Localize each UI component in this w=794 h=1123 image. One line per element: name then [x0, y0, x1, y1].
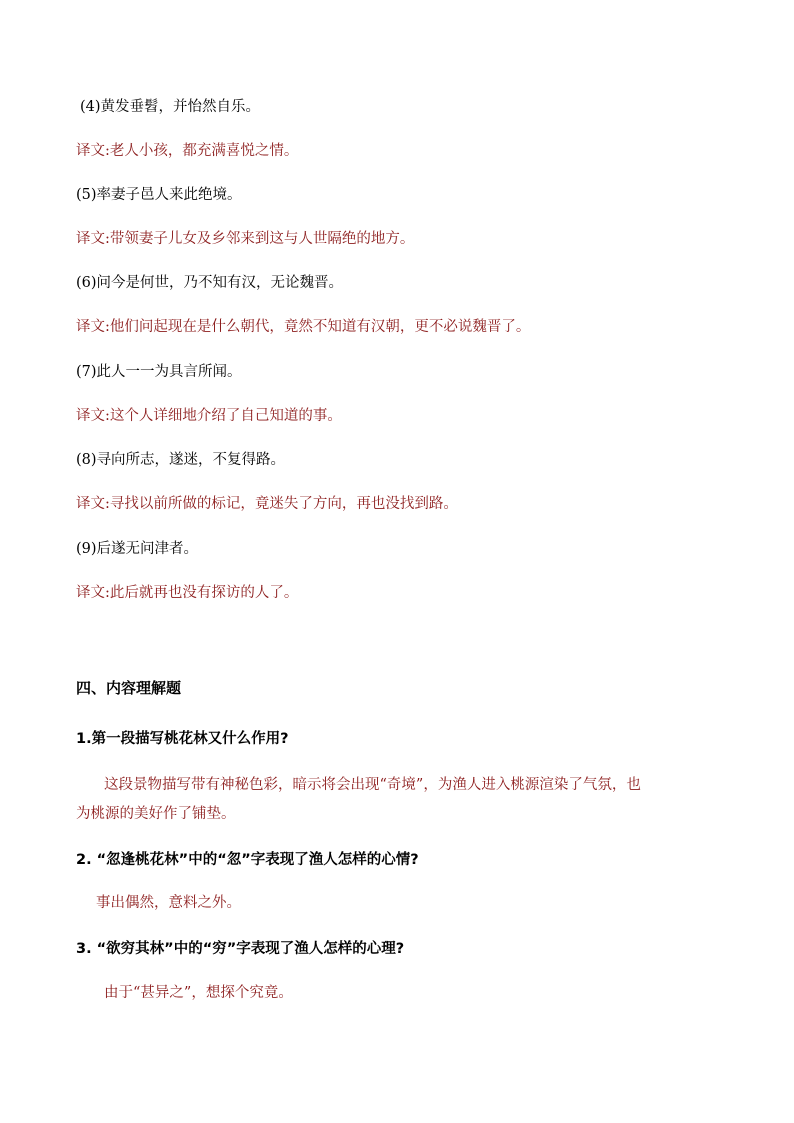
translation-9: 译文:此后就再也没有探访的人了。 [76, 585, 299, 601]
question-3: 3. “欲穷其林”中的“穷”字表现了渔人怎样的心理? [76, 941, 405, 957]
question-2: 2. “忽逢桃花林”中的“忽”字表现了渔人怎样的心情? [76, 852, 419, 868]
translation-4: 译文:老人小孩，都充满喜悦之情。 [76, 143, 299, 159]
section-heading: 四、内容理解题 [76, 679, 182, 697]
translation-6: 译文:他们问起现在是什么朝代，竟然不知道有汉朝，更不必说魏晋了。 [76, 319, 531, 335]
answer-1-line-2: 为桃源的美好作了铺垫。 [76, 806, 236, 822]
answer-3: 由于“甚异之”，想探个究竟。 [104, 985, 293, 1001]
original-sentence-7: (7)此人一一为具言所闻。 [76, 364, 242, 380]
answer-2: 事出偶然，意料之外。 [96, 895, 241, 911]
original-sentence-9: (9)后遂无问津者。 [76, 541, 199, 557]
original-sentence-8: (8)寻向所志，遂迷，不复得路。 [76, 452, 286, 468]
original-sentence-4: (4)黄发垂髫，并怡然自乐。 [80, 99, 261, 115]
translation-5: 译文:带领妻子儿女及乡邻来到这与人世隔绝的地方。 [76, 231, 415, 247]
translation-7: 译文:这个人详细地介绍了自己知道的事。 [76, 408, 342, 424]
original-sentence-5: (5)率妻子邑人来此绝境。 [76, 187, 242, 203]
translation-8: 译文:寻找以前所做的标记，竟迷失了方向，再也没找到路。 [76, 496, 458, 512]
original-sentence-6: (6)问今是何世，乃不知有汉，无论魏晋。 [76, 275, 344, 291]
question-1: 1.第一段描写桃花林又什么作用? [76, 731, 289, 747]
answer-1-line-1: 这段景物描写带有神秘色彩，暗示将会出现“奇境”，为渔人进入桃源渲染了气氛，也 [104, 777, 641, 793]
